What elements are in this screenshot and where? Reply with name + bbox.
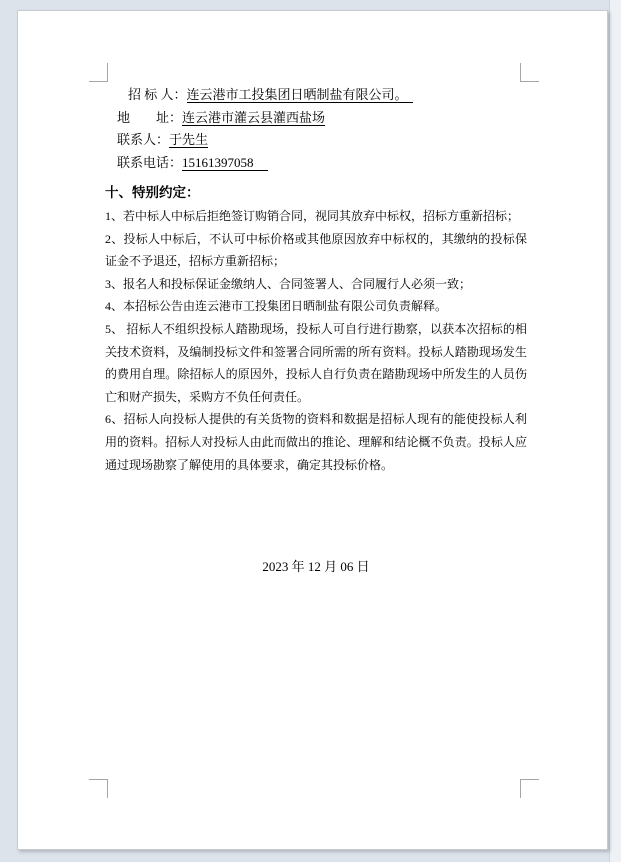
contact-line-tenderer <box>105 84 527 107</box>
contact-label: 联系人： <box>117 132 170 148</box>
contact-label: 联系电话： <box>117 154 183 170</box>
contact-label: 地 址： <box>117 109 183 125</box>
clause-paragraph-6: 6、招标人向投标人提供的有关货物的资料和数据是招标人现有的能使投标人利用的资料。招标人对投标人由此而做出的推论、理解和结论概不负责。投标人应通过现场勘察了解使用的具体要求，确定其投标价格。 <box>105 412 527 472</box>
contact-line-person <box>105 129 527 152</box>
contact-value: 于先生 <box>169 132 209 148</box>
crop-mark-top-right <box>520 63 539 82</box>
clause-paragraph-4: 4、本招标公告由连云港市工投集团日晒制盐有限公司负责解释。 <box>105 299 448 314</box>
contact-label: 招 标 人： <box>128 87 187 102</box>
section-heading: 十、特别约定： <box>105 185 200 201</box>
clause-paragraph-5: 5、 招标人不组织投标人踏勘现场，投标人可自行进行勘察，以获本次招标的相关技术资料，及编制投标文件和签署合同所需的所有资料。投标人踏勘现场发生的费用自理。除招标人的原因外，投标人自行负责在踏勘现场中所发生的人员伤亡和财产损失，采购方不负任何责任。 <box>105 321 527 404</box>
document-page[interactable] <box>17 10 608 850</box>
document-date: 2023 年 12 月 06 日 <box>262 559 370 575</box>
contact-line-phone <box>105 152 527 175</box>
document-body <box>105 84 527 579</box>
clause-paragraph-2: 2、投标人中标后，不认可中标价格或其他原因放弃中标权的，其缴纳的投标保证金不予退还，招标方重新招标； <box>105 231 527 269</box>
contact-value: 15161397058 <box>182 155 268 171</box>
contact-value: 连云港市灌云县灌西盐场 <box>182 109 326 125</box>
contact-line-address <box>105 107 527 130</box>
clause-paragraph-3: 3、报名人和投标保证金缴纳人、合同签署人、合同履行人必须一致； <box>105 276 472 291</box>
contact-value: 连云港市工投集团日晒制盐有限公司。 <box>187 87 413 103</box>
scrollbar-track[interactable] <box>609 0 621 862</box>
crop-mark-bottom-right <box>520 779 539 798</box>
crop-mark-top-left <box>89 63 108 82</box>
clause-paragraph-1: 1、若中标人中标后拒绝签订购销合同，视同其放弃中标权，招标方重新招标； <box>105 208 520 223</box>
crop-mark-bottom-left <box>89 779 108 798</box>
